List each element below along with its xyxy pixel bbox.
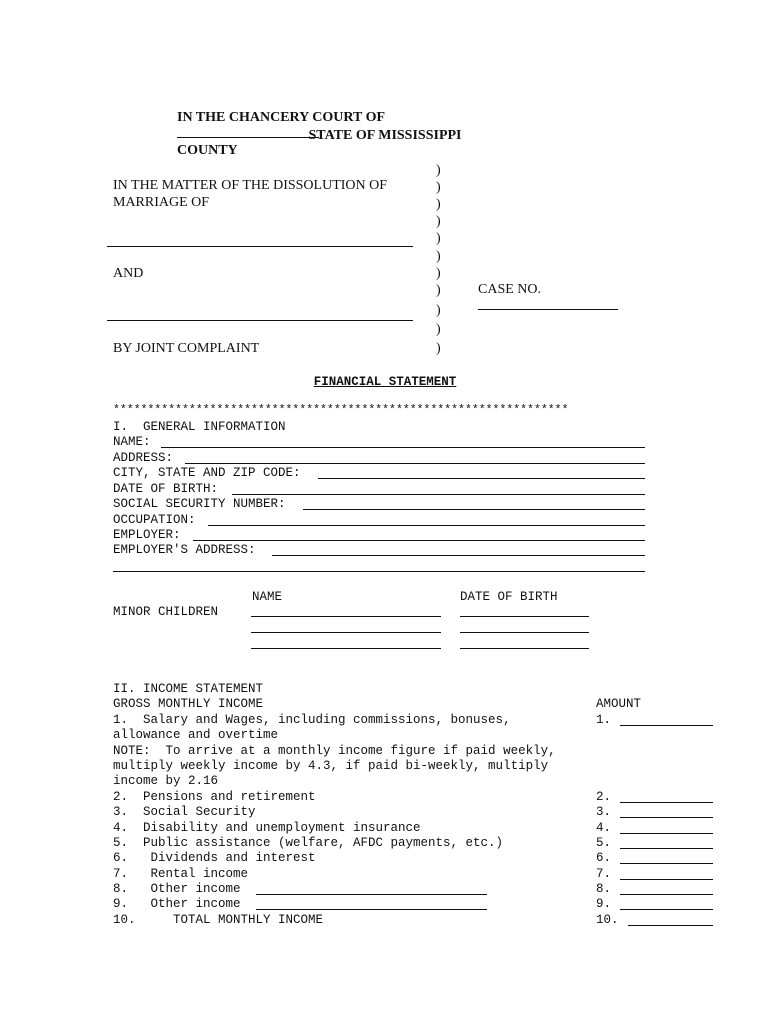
petitioner-2-line [107,320,413,321]
caption-paren: ) [436,303,441,318]
income-item-10: 10. TOTAL MONTHLY INCOME [113,913,324,927]
note-line-1: NOTE: To arrive at a monthly income figure if paid weekly, [113,744,556,758]
case-number-label: CASE NO. [478,282,542,297]
amount-label-7: 7. [596,867,612,881]
amount-header: AMOUNT [596,697,642,711]
name-label: NAME: [113,435,151,449]
joint-complaint-label: BY JOINT COMPLAINT [113,341,260,356]
income-item-1-line-2: allowance and overtime [113,728,279,742]
date-of-birth-field-line [232,494,645,495]
amount-line-3 [620,817,713,818]
child-name-line [251,648,441,649]
income-item-1-line-1: 1. Salary and Wages, including commissions, bonuses, [113,713,511,727]
caption-paren: ) [436,214,441,229]
income-heading: II. INCOME STATEMENT [113,682,264,696]
amount-label-6: 6. [596,851,612,865]
occupation-label: OCCUPATION: [113,513,196,527]
amount-line-4 [620,833,713,834]
document-title: FINANCIAL STATEMENT [313,375,457,389]
court-suffix: COUNTY [177,143,238,158]
income-item-3: 3. Social Security [113,805,256,819]
amount-label-5: 5. [596,836,612,850]
child-dob-line [460,648,589,649]
amount-label-10: 10. [596,913,619,927]
minor-children-label: MINOR CHILDREN [113,605,219,619]
city-state-zip-label: CITY, STATE AND ZIP CODE: [113,466,301,480]
income-item-4: 4. Disability and unemployment insurance [113,821,421,835]
note-line-3: income by 2.16 [113,774,219,788]
and-label: AND [113,266,144,281]
case-number-blank [478,298,618,310]
income-item-8: 8. Other income [113,882,241,896]
caption-paren: ) [436,283,441,298]
income-item-5: 5. Public assistance (welfare, AFDC payments, etc.) [113,836,504,850]
employer-field-line [193,540,645,541]
caption-paren: ) [436,341,441,356]
ssn-label: SOCIAL SECURITY NUMBER: [113,497,286,511]
amount-line-8 [620,894,713,895]
amount-line-6 [620,863,713,864]
amount-label-4: 4. [596,821,612,835]
court-heading [170,94,385,159]
child-name-line [251,616,441,617]
ssn-field-line [303,509,645,510]
petitioner-1-line [107,246,413,247]
amount-label-9: 9. [596,897,612,911]
employer-address-field-line [272,555,645,556]
name-field-line [161,447,645,448]
court-prefix: IN THE CHANCERY COURT OF [177,110,386,125]
caption-paren: ) [436,249,441,264]
amount-line-9 [620,909,713,910]
state-heading: STATE OF MISSISSIPPI [308,128,462,143]
employer-address-label: EMPLOYER'S ADDRESS: [113,543,256,557]
children-dob-header: DATE OF BIRTH [460,590,558,604]
caption-paren: ) [436,163,441,178]
amount-line-1 [620,725,713,726]
child-name-line [251,632,441,633]
amount-label-2: 2. [596,790,612,804]
employer-label: EMPLOYER: [113,528,181,542]
caption-paren: ) [436,322,441,337]
city-state-zip-field-line [318,478,645,479]
amount-label-8: 8. [596,882,612,896]
amount-label-1: 1. [596,713,612,727]
child-dob-line [460,632,589,633]
address-field-line [185,463,645,464]
other-income-1-line [256,894,487,895]
caption-paren: ) [436,180,441,195]
amount-line-2 [620,802,713,803]
caption-paren: ) [436,266,441,281]
child-dob-line [460,616,589,617]
other-income-2-line [256,909,487,910]
note-line-2: multiply weekly income by 4.3, if paid bi-weekly, multiply [113,759,549,773]
address-label: ADDRESS: [113,451,174,465]
employer-address-second-line [113,571,645,572]
general-info-heading: I. GENERAL INFORMATION [113,420,286,434]
date-of-birth-label: DATE OF BIRTH: [113,482,219,496]
case-number [471,266,618,315]
caption-paren: ) [436,231,441,246]
amount-label-3: 3. [596,805,612,819]
amount-line-10 [628,925,713,926]
income-item-2: 2. Pensions and retirement [113,790,316,804]
income-item-9: 9. Other income [113,897,241,911]
income-item-6: 6. Dividends and interest [113,851,316,865]
income-item-7: 7. Rental income [113,867,249,881]
gross-monthly-income-heading: GROSS MONTHLY INCOME [113,697,264,711]
caption-paren: ) [436,197,441,212]
occupation-field-line [208,525,645,526]
matter-line-2: MARRIAGE OF [113,195,210,210]
amount-line-7 [620,879,713,880]
children-name-header: NAME [252,590,283,604]
amount-line-5 [620,848,713,849]
asterisk-separator: ****************************************************************** [113,404,569,417]
matter-line-1: IN THE MATTER OF THE DISSOLUTION OF [113,178,388,193]
